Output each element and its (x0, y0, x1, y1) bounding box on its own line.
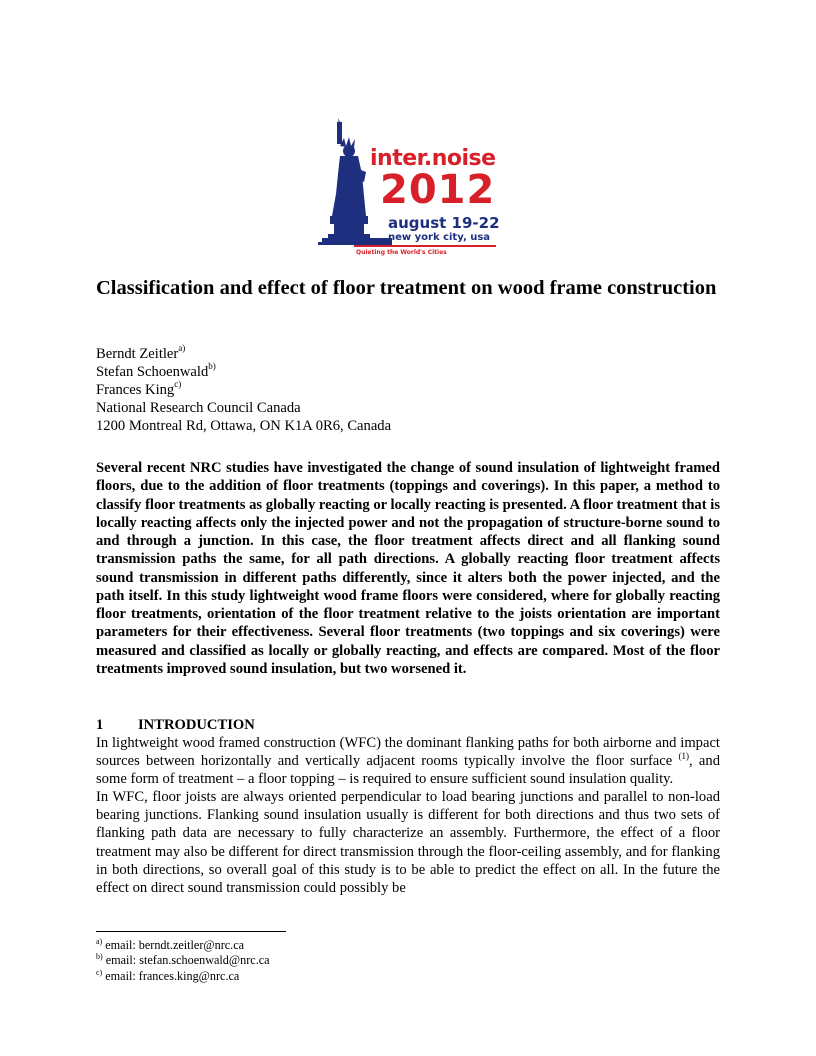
footnote-text: email: stefan.schoenwald@nrc.ca (102, 953, 270, 968)
intro-text: , and some form of treatment – a floor topping – is required to ensure sufficient sound insulation quality. (96, 753, 720, 788)
author-line (96, 363, 720, 381)
author-name: Stefan Schoenwald (96, 364, 209, 380)
intro-paragraph-2: In WFC, floor joists are always oriented perpendicular to load bearing junctions and parallel to non-load bearing junctions. Flanking sound insulation usually is different for both directions and thus two sets of flanking path data are necessary to fully characterize an assembly. Furthermore, the effect of a floor treatment may also be different for direct transmission through the floor-ceiling assembly, and for flanking in both directions, so overall goal of this study is to be able to predict the effect on all. In the future the effect on direct sound transmission could possibly be (96, 789, 720, 896)
author-line (96, 381, 720, 399)
footnote-rule (96, 931, 286, 932)
logo-city: new york city, usa (388, 232, 491, 243)
footnote-mark: a) (96, 936, 103, 946)
author-name: Berndt Zeitler (96, 346, 179, 362)
footnotes (96, 938, 720, 984)
author-name: Frances King (96, 382, 175, 398)
footnote (96, 969, 720, 984)
author-line (96, 345, 720, 363)
section-heading (96, 716, 720, 734)
footnote-mark: b) (96, 952, 103, 962)
intro-paragraph-1 (96, 734, 720, 788)
logo-dates: august 19-22 (388, 214, 500, 232)
paper-title: Classification and effect of floor treatment on wood frame construction (96, 277, 717, 299)
intro-text: In lightweight wood framed construction (WFC) the dominant flanking paths for both airborne and impact sources between horizontally and vertically adjacent rooms typically involve the floor surface (96, 735, 720, 770)
author-mark: a) (178, 343, 186, 354)
author-mark: b) (208, 361, 216, 372)
footnote-text: email: frances.king@nrc.ca (102, 968, 240, 983)
footnote-text: email: berndt.zeitler@nrc.ca (102, 938, 245, 952)
author-block (96, 345, 720, 435)
logo-year: 2012 (380, 167, 496, 213)
section-number: 1 (96, 717, 104, 733)
abstract: Several recent NRC studies have investigated the change of sound insulation of lightweight framed floors, due to the addition of floor treatments (toppings and coverings). In this paper, a method to classify floor treatments as globally reacting or locally reacting is presented. A floor treatment that is locally reacting affects only the injected power and not the propagation of structure-borne sound to and through a junction. In this case, the floor treatment affects direct and all flanking sound transmission paths the same, for all path directions. A globally reacting floor treatment affects sound transmission in different paths differently, since it alters both the power injected, and the path itself. In this study lightweight wood frame floors were considered, where for globally reacting floor treatments, orientation of the floor treatment relative to the joists orientation are important parameters for their effectiveness. Several floor treatments (two toppings and six coverings) were measured and classified as locally or globally reacting, and effects are compared. Most of the floor treatments improved sound insulation, but two worsened it. (96, 460, 720, 677)
conference-logo (318, 116, 502, 260)
section-title: INTRODUCTION (138, 717, 255, 733)
address: 1200 Montreal Rd, Ottawa, ON K1A 0R6, Canada (96, 418, 392, 434)
logo-slogan: Quieting the World's Cities (356, 249, 447, 256)
citation-ref: (1) (678, 751, 690, 762)
introduction-body (96, 734, 720, 897)
footnote (96, 938, 720, 953)
author-mark: c) (174, 379, 182, 390)
footnote-mark: c) (96, 967, 103, 977)
footnote (96, 953, 720, 968)
affiliation: National Research Council Canada (96, 400, 301, 416)
logo-name: inter.noise (370, 146, 496, 171)
